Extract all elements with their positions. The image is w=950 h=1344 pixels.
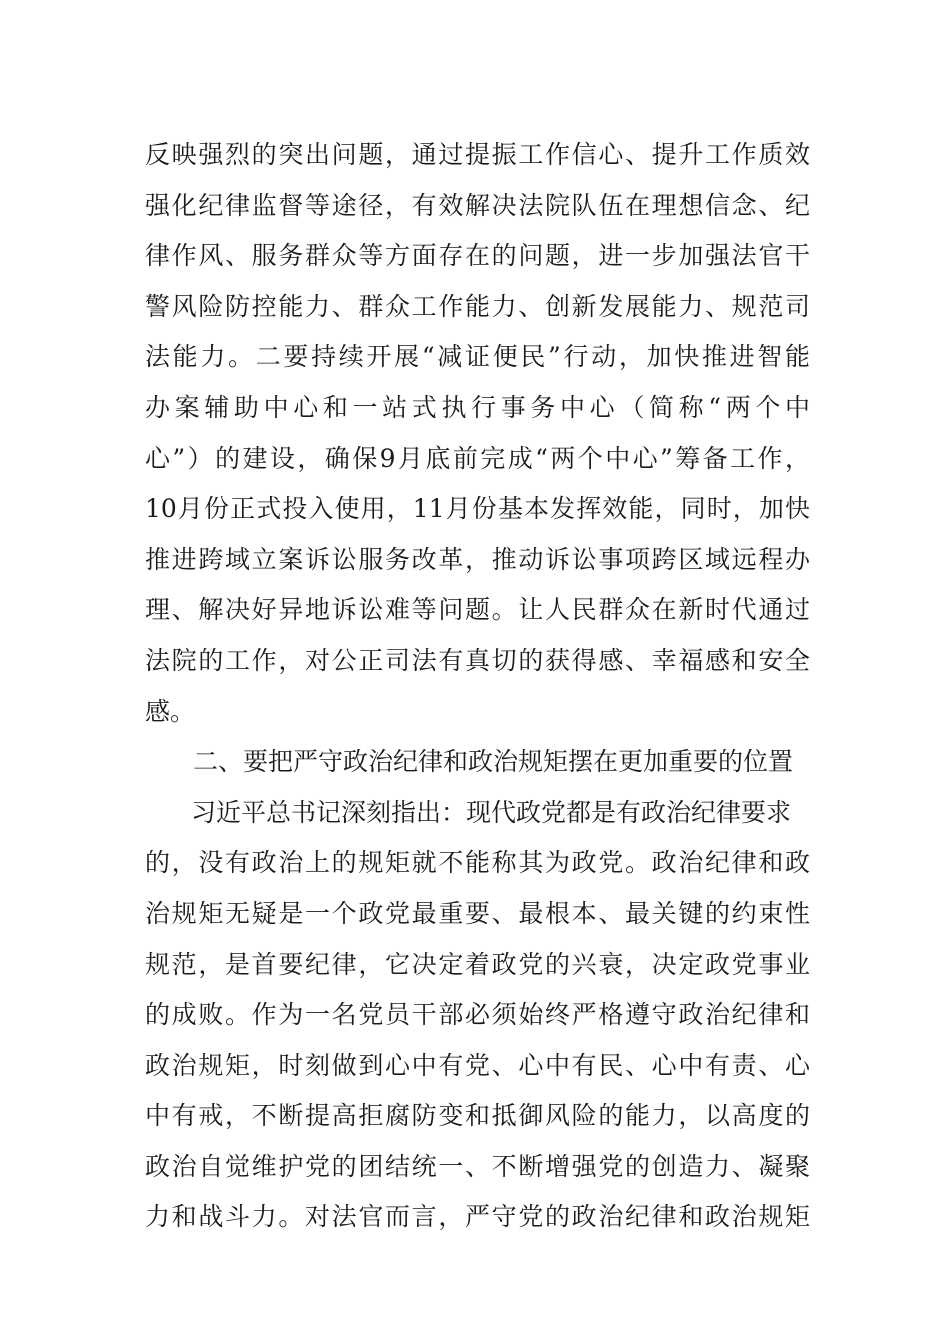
text-line: 推进跨域立案诉讼服务改革，推动诉讼事项跨区域远程办 — [145, 544, 810, 574]
text-line: 律作风、服务群众等方面存在的问题，进一步加强法官干 — [145, 241, 810, 271]
text-line: 力和战斗力。对法官而言，严守党的政治纪律和政治规矩 — [145, 1202, 810, 1232]
text-line: 感。 — [145, 696, 196, 726]
text-line: 办案辅助中心和一站式执行事务中心（简称“两个中 — [145, 392, 810, 422]
text-line: 警风险防控能力、群众工作能力、创新发展能力、规范司 — [145, 291, 810, 321]
text-line: 法能力。二要持续开展“减证便民”行动，加快推进智能 — [145, 342, 810, 372]
text-line: 规范，是首要纪律，它决定着政党的兴衰，决定政党事业 — [145, 949, 810, 979]
paragraph-first-line: 习近平总书记深刻指出：现代政党都是有政治纪律要求 — [191, 797, 792, 827]
text-line: 心”）的建设，确保9月底前完成“两个中心”筹备工作， — [145, 443, 810, 473]
section-heading: 二、要把严守政治纪律和政治规矩摆在更加重要的位置 — [193, 747, 794, 777]
text-line: 政治规矩，时刻做到心中有党、心中有民、心中有责、心 — [145, 1050, 810, 1080]
text-line: 反映强烈的突出问题，通过提振工作信心、提升工作质效 — [145, 140, 810, 169]
text-line: 的，没有政治上的规矩就不能称其为政党。政治纪律和政 — [145, 848, 810, 878]
text-line: 政治自觉维护党的团结统一、不断增强党的创造力、凝聚 — [145, 1151, 810, 1181]
text-line: 的成败。作为一名党员干部必须始终严格遵守政治纪律和 — [145, 1000, 810, 1030]
text-line: 强化纪律监督等途径，有效解决法院队伍在理想信念、纪 — [145, 190, 810, 220]
body-text — [145, 130, 810, 1243]
text-line: 中有戒，不断提高拒腐防变和抵御风险的能力，以高度的 — [145, 1101, 810, 1131]
text-line: 理、解决好异地诉讼难等问题。让人民群众在新时代通过 — [145, 595, 810, 625]
text-line: 法院的工作，对公正司法有真切的获得感、幸福感和安全 — [145, 645, 810, 675]
text-line: 治规矩无疑是一个政党最重要、最根本、最关键的约束性 — [145, 898, 810, 928]
text-line: 10月份正式投入使用，11月份基本发挥效能，同时，加快 — [145, 494, 810, 524]
